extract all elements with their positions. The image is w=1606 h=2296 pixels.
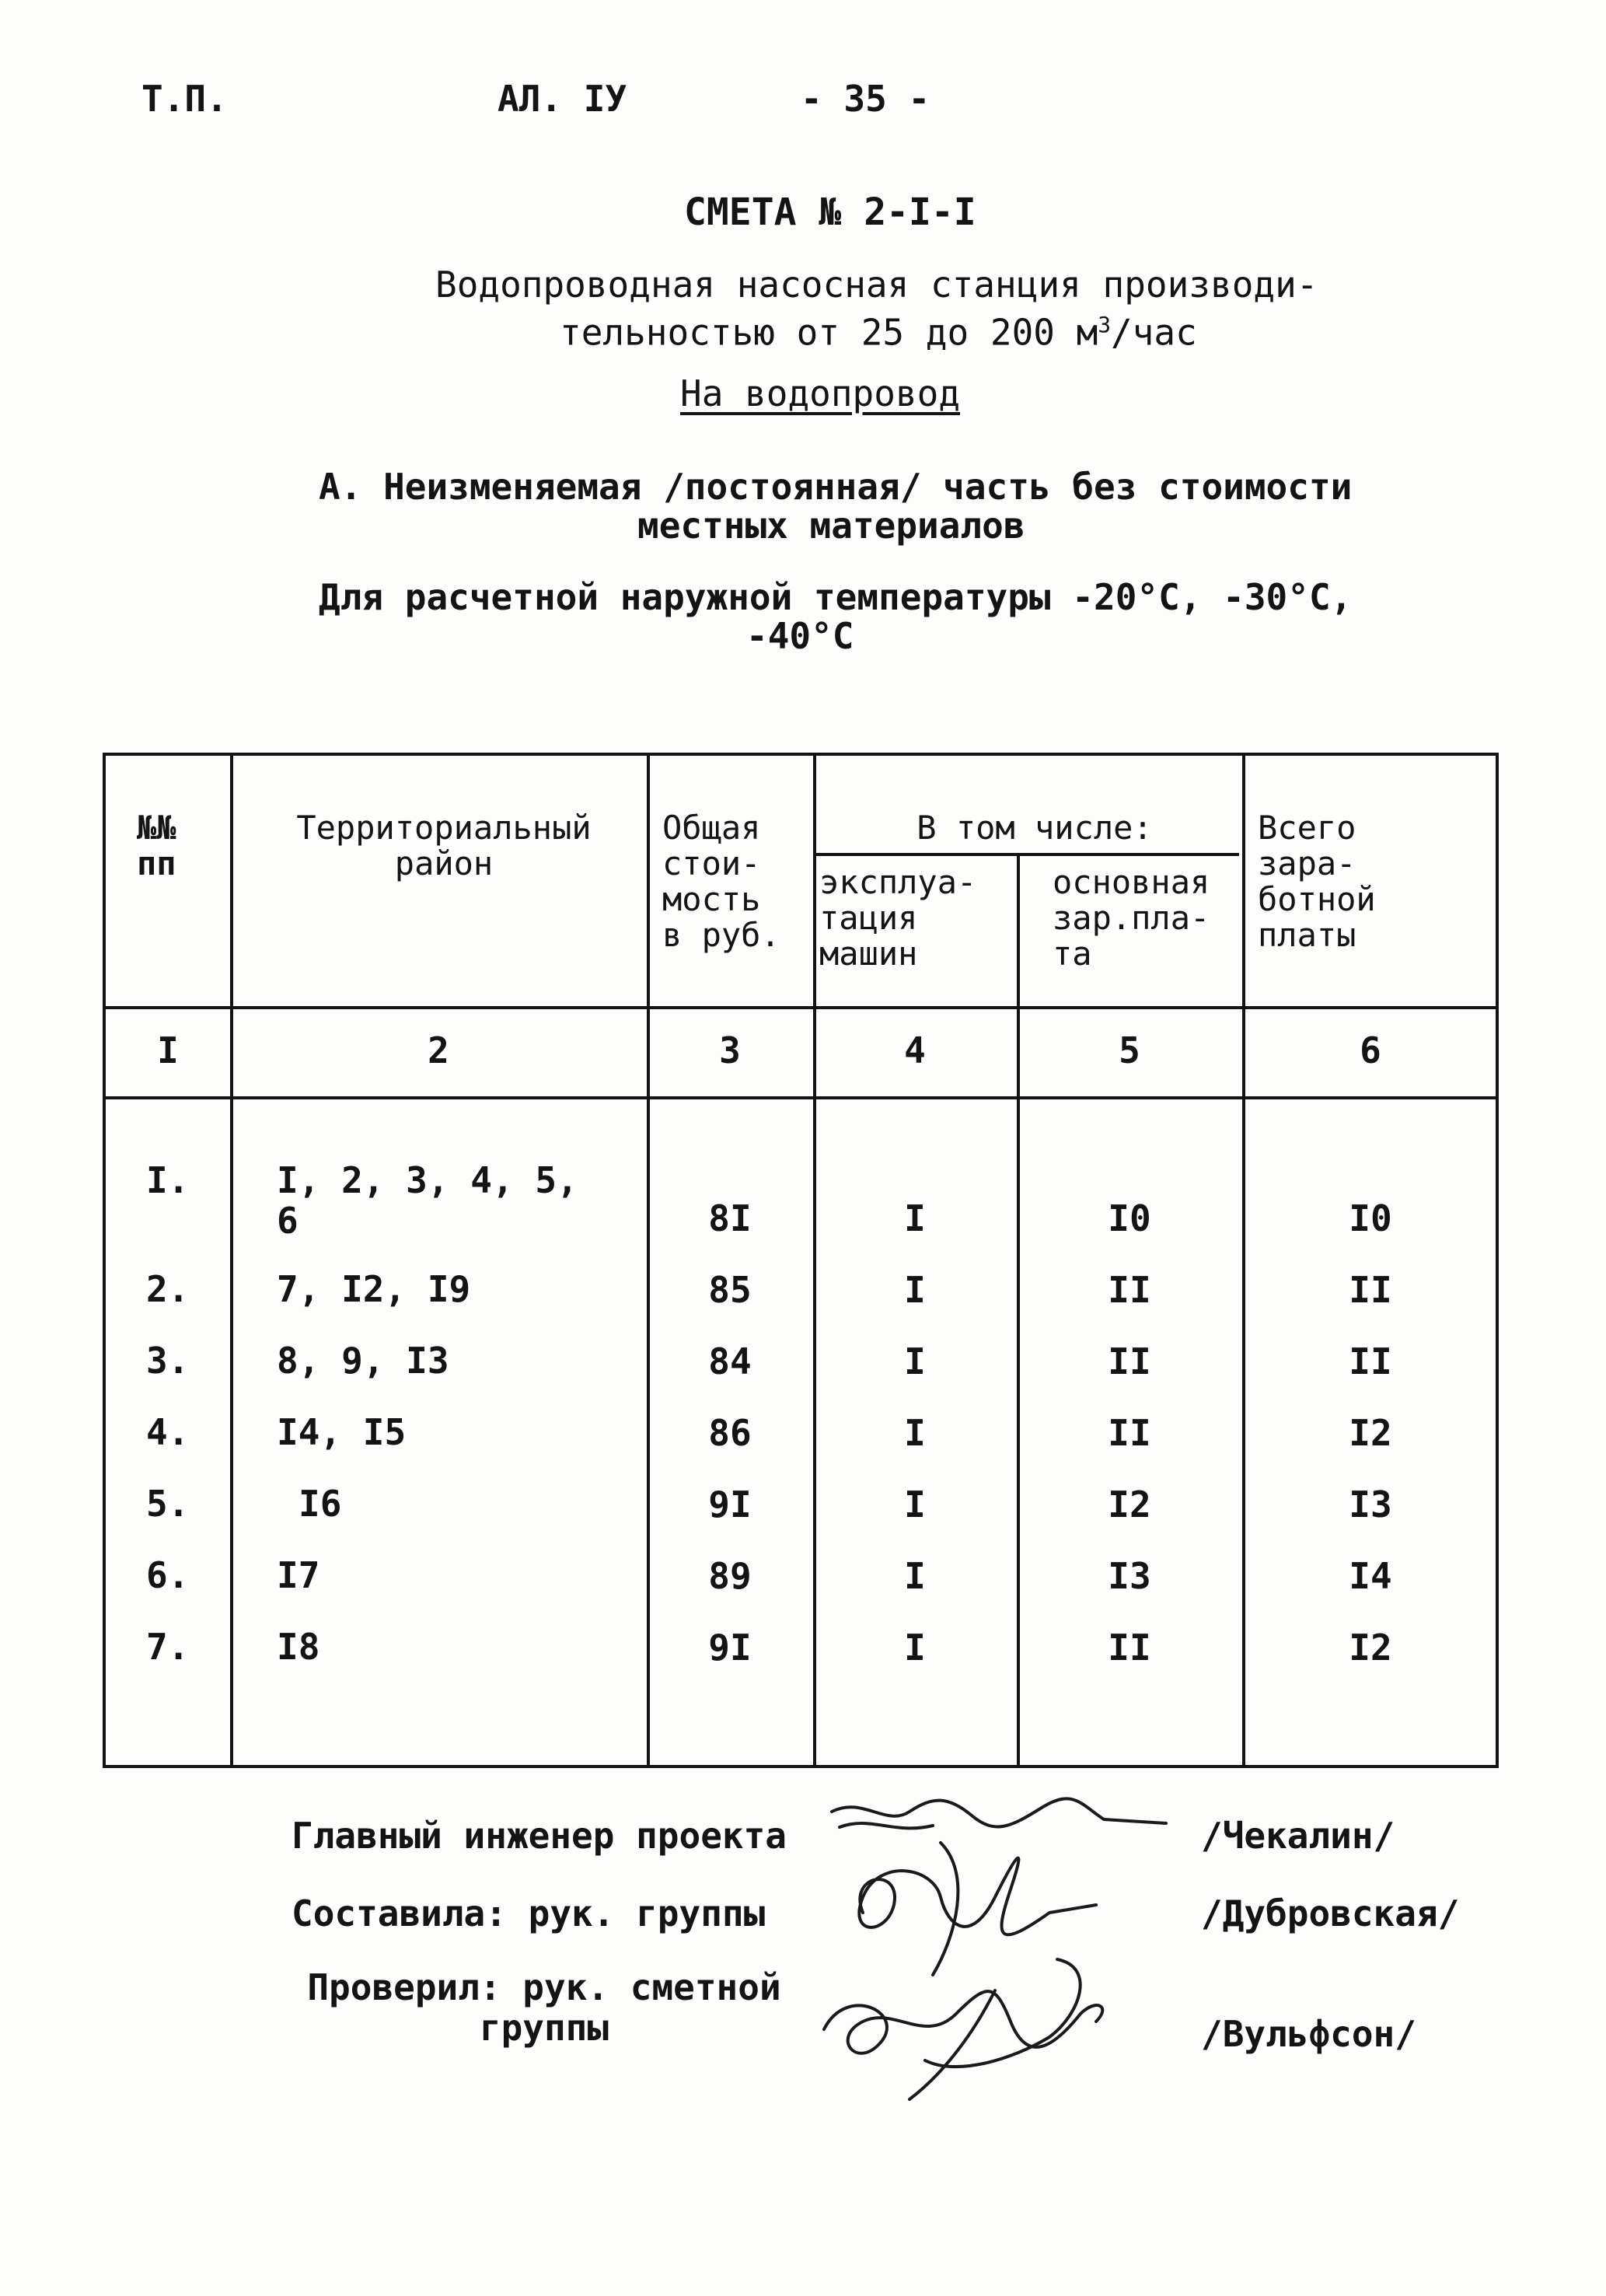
total-cost-cell: 9I [708,1627,752,1669]
header-divider [106,1006,1496,1009]
group-divider [813,853,1239,856]
temperature-line-1: Для расчетной наружной температуры -20°С, -30°С, [319,576,1353,618]
col-number: 5 [1119,1029,1140,1071]
district-cell: I8 [277,1626,320,1668]
row-number: 7. [146,1626,190,1668]
signature-name-compiler: /Дубровская/ [1201,1892,1460,1934]
subtitle-line-2: тельностью от 25 до 200 $м^3$/час [560,311,1197,354]
col-divider [647,756,650,1765]
total-cost-cell: 86 [708,1412,752,1454]
total-wage-cell: I4 [1349,1555,1392,1597]
header-including: В том числе: [916,809,1153,847]
signature-role-checker: Проверил: рук. сметной группы [307,1966,781,2049]
machines-cell: I [904,1269,926,1311]
subtitle-line-1: Водопроводная насосная станция производи- [435,264,1318,306]
total-cost-cell: 8I [708,1197,752,1239]
total-cost-cell: 89 [708,1555,752,1597]
header-total-cost: Общая стои- мость в руб. [662,809,780,954]
header-base-wage: основная зар.пла- та [1053,863,1210,973]
header-district: Территориальный район [296,809,592,882]
signature-role-chief-engineer: Главный инженер проекта [292,1815,787,1857]
row-number: 2. [146,1268,190,1310]
machines-cell: I [904,1483,926,1525]
signature-stroke-2 [859,1858,1096,1935]
row-number: I. [146,1159,190,1201]
base-wage-cell: II [1108,1627,1151,1669]
total-wage-cell: II [1349,1269,1392,1311]
total-wage-cell: I0 [1349,1197,1392,1239]
machines-cell: I [904,1340,926,1382]
machines-cell: I [904,1412,926,1454]
album-number: АЛ. IУ [498,78,627,120]
row-number: 3. [146,1340,190,1382]
total-wage-cell: I2 [1349,1627,1392,1669]
total-cost-cell: 85 [708,1269,752,1311]
machines-cell: I [904,1555,926,1597]
signature-name-chief-engineer: /Чекалин/ [1201,1815,1395,1857]
total-wage-cell: I3 [1349,1483,1392,1525]
page-number: - 35 - [801,78,930,120]
doc-code: Т.П. [141,78,228,120]
total-cost-cell: 9I [708,1483,752,1525]
district-cell: I6 [299,1483,342,1525]
header-row-number: №№ пп [137,809,176,882]
district-cell: I7 [277,1554,320,1596]
total-cost-cell: 84 [708,1340,752,1382]
estimate-title: СМЕТА № 2-I-I [684,190,976,234]
total-wage-cell: II [1349,1340,1392,1382]
signature-role-compiler: Составила: рук. группы [292,1892,766,1934]
temperature-line-2: -40°С [746,615,854,657]
signature-stroke-1 [832,1798,1166,1826]
header-machines: эксплуа- тация машин [819,863,977,973]
base-wage-cell: I3 [1108,1555,1151,1597]
district-cell: 8, 9, I3 [277,1340,449,1382]
col-number: I [157,1029,179,1071]
part-a-line-1: А. Неизменяемая /постоянная/ часть без стоимости [319,466,1353,508]
row-number: 6. [146,1554,190,1596]
base-wage-cell: I0 [1108,1197,1151,1239]
col-number: 3 [719,1029,741,1071]
base-wage-cell: I2 [1108,1483,1151,1525]
col-number: 2 [428,1029,449,1071]
col-divider [813,756,816,1765]
machines-cell: I [904,1197,926,1239]
col-number: 4 [904,1029,926,1071]
total-wage-cell: I2 [1349,1412,1392,1454]
col-divider [1242,756,1245,1765]
col-number: 6 [1360,1029,1381,1071]
signature-name-checker: /Вульфсон/ [1201,2013,1416,2055]
part-a-line-2: местных материалов [637,505,1025,547]
row-number: 5. [146,1483,190,1525]
header-total-wage: Всего зара- ботной платы [1258,809,1376,954]
district-cell: I4, I5 [277,1411,407,1453]
section-title: На водопровод [680,372,961,414]
base-wage-cell: II [1108,1412,1151,1454]
base-wage-cell: II [1108,1340,1151,1382]
district-cell: I, 2, 3, 4, 5, 6 [277,1159,578,1242]
number-row-divider [106,1096,1496,1099]
col-divider [230,756,233,1765]
row-number: 4. [146,1411,190,1453]
machines-cell: I [904,1627,926,1669]
estimate-table [103,753,1499,1768]
base-wage-cell: II [1108,1269,1151,1311]
district-cell: 7, I2, I9 [277,1268,471,1310]
handwritten-signatures [816,1781,1189,2107]
